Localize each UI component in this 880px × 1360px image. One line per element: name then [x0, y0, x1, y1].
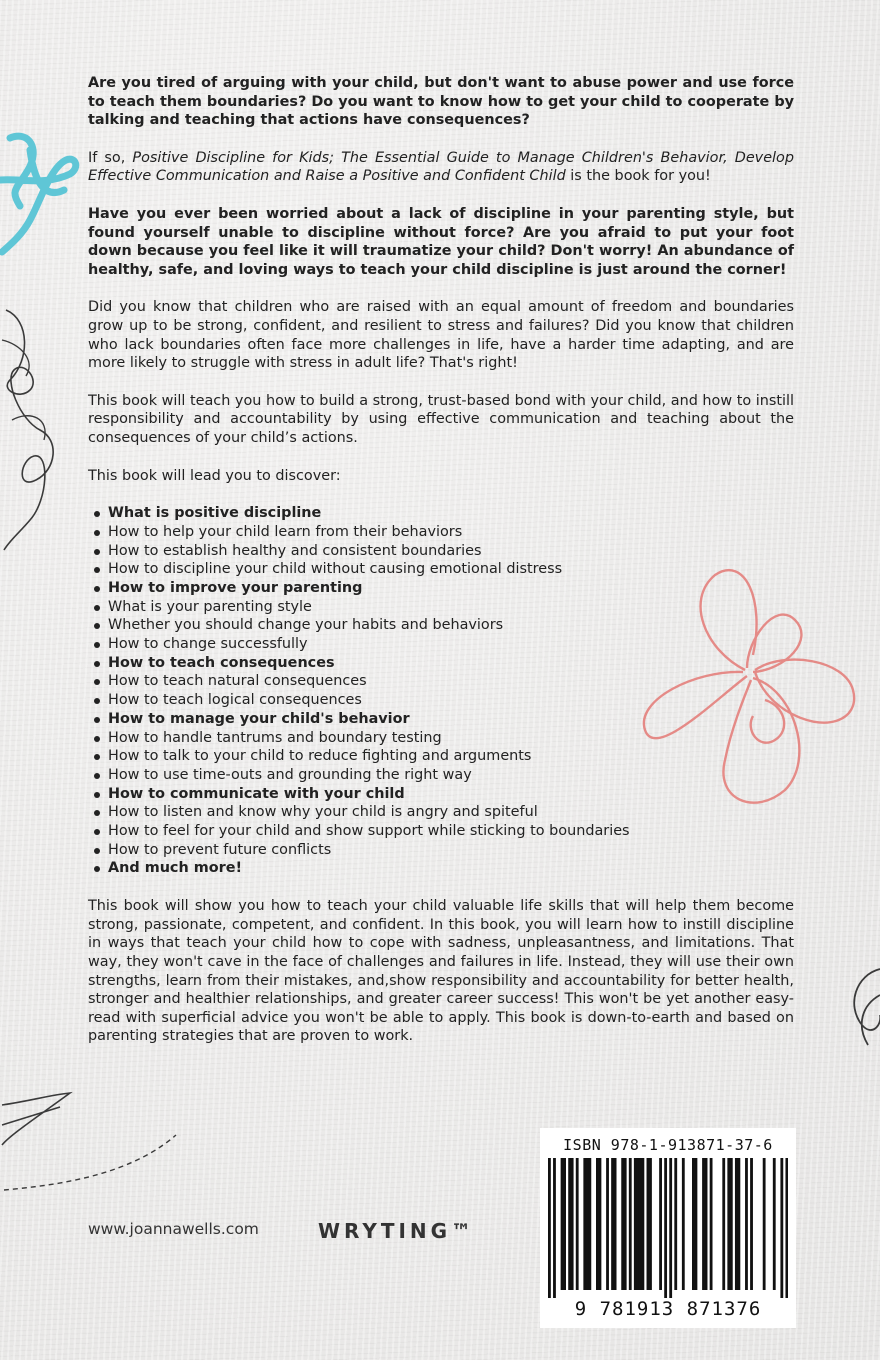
barcode-bar [599, 1158, 602, 1290]
list-item: How to establish healthy and consistent boundaries [108, 542, 794, 561]
barcode-bar [727, 1158, 730, 1290]
barcode-bar [785, 1158, 788, 1298]
barcode-bar [588, 1158, 591, 1290]
list-item: How to teach natural consequences [108, 672, 794, 691]
title-tail: is the book for you! [565, 168, 711, 185]
isbn-label: ISBN 978-1-913871-37-6 [563, 1136, 773, 1154]
list-item: How to handle tantrums and boundary testing [108, 729, 794, 748]
barcode-bar [576, 1158, 579, 1290]
list-item: How to manage your child's behavior [108, 710, 794, 729]
list-item: How to listen and know why your child is angry and spiteful [108, 803, 794, 822]
title-lead-in: If so, [88, 149, 133, 166]
barcode-bar [611, 1158, 614, 1290]
did-you-know-paragraph: Did you know that children who are raised with an equal amount of freedom and boundaries grow up to be strong, confident, and resilient to stress and failures? Did you know that children who lack boundaries often face more challenges in life, have a harder time adapting, and are more likely to struggle with stress in adult life? That's right! [88, 299, 794, 372]
publisher-logo: WRYTING™ [318, 1219, 476, 1243]
worry-paragraph: Have you ever been worried about a lack of discipline in your parenting style, but found yourself unable to discipline without force? Are you afraid to put your foot down because you feel like it will traumatize your child? Don't worry! An abundance of healthy, safe, and loving ways to teach your child discipline is just around the corner! [88, 205, 794, 278]
barcode-bar [571, 1158, 574, 1290]
list-item: How to communicate with your child [108, 785, 794, 804]
barcode-bar [702, 1158, 705, 1290]
list-item: How to prevent future conflicts [108, 841, 794, 860]
barcode-bar [647, 1158, 650, 1290]
barcode-bar [750, 1158, 753, 1290]
list-item: How to improve your parenting [108, 579, 794, 598]
list-item: And much more! [108, 859, 794, 878]
barcode-bar [596, 1158, 599, 1290]
barcode-bars [548, 1158, 788, 1298]
barcode-bar [553, 1158, 556, 1298]
barcode-bar [641, 1158, 644, 1290]
back-cover-description [88, 74, 794, 1065]
barcode-bar [682, 1158, 685, 1290]
barcode-bar [561, 1158, 564, 1290]
barcode-bar [649, 1158, 652, 1290]
isbn-barcode [540, 1128, 796, 1328]
barcode-bar [695, 1158, 698, 1290]
barcode-bar [730, 1158, 733, 1290]
list-item: How to discipline your child without causing emotional distress [108, 560, 794, 579]
closing-paragraph: This book will show you how to teach your child valuable life skills that will help them become strong, passionate, competent, and confident. In this book, you will learn how to instill discipline in ways that teach your child how to cope with sadness, unpleasantness, and limitations. That way, they won't cave in the face of challenges and failures in life. Instead, they will use their own strengths, learn from their mistakes, and,show responsibility and accountability for better health, stronger and healthier relationships, and greater career success! This won't be yet another easy-read with superficial advice you won't be able to apply. This book is down-to-earth and based on parenting strategies that are proven to work. [88, 898, 794, 1045]
barcode-bar [664, 1158, 667, 1298]
black-scribble-decoration [0, 300, 80, 560]
barcode-bar [722, 1158, 725, 1290]
black-leaf-right-decoration [842, 965, 880, 1055]
barcode-bar [639, 1158, 642, 1290]
barcode-bar [773, 1158, 776, 1290]
barcode-bar [763, 1158, 766, 1290]
list-item: How to talk to your child to reduce fighting and arguments [108, 747, 794, 766]
book-teaches-paragraph: This book will teach you how to build a strong, trust-based bond with your child, and how to instill responsibility and accountability by using effective communication and teaching about the consequences of your child’s actions. [88, 392, 794, 446]
list-item: What is positive discipline [108, 504, 794, 523]
barcode-bar [568, 1158, 571, 1290]
barcode-bar [624, 1158, 627, 1290]
book-title: Positive Discipline for Kids; The Essential Guide to Manage Children's Behavior, Develop Effective Communication and Raise a Positive and Confident Child [88, 149, 794, 185]
intro-question-paragraph: Are you tired of arguing with your child, but don't want to abuse power and use force to teach them boundaries? Do you want to know how to get your child to cooperate by talking and teaching that actions have consequences? [88, 75, 794, 129]
list-item: How to teach consequences [108, 654, 794, 673]
barcode-bar [583, 1158, 586, 1290]
barcode-bar [669, 1158, 672, 1298]
book-title-paragraph [88, 149, 794, 186]
barcode-bar [674, 1158, 677, 1290]
blue-scribble-decoration [0, 120, 90, 270]
barcode-bar [636, 1158, 639, 1290]
list-item: How to change successfully [108, 635, 794, 654]
list-item: How to teach logical consequences [108, 691, 794, 710]
discover-lead-paragraph: This book will lead you to discover: [88, 467, 341, 484]
barcode-bar [629, 1158, 632, 1290]
barcode-bar [586, 1158, 589, 1290]
list-item: How to help your child learn from their behaviors [108, 523, 794, 542]
barcode-bar [634, 1158, 637, 1290]
barcode-bar [659, 1158, 662, 1290]
black-leaf-bottom-left-decoration [0, 1085, 190, 1195]
author-website: www.joannawells.com [88, 1220, 259, 1238]
barcode-bar [606, 1158, 609, 1290]
barcode-bar [737, 1158, 740, 1290]
barcode-bar [710, 1158, 713, 1290]
barcode-bar [780, 1158, 783, 1298]
barcode-digits: 9 781913 871376 [574, 1298, 762, 1320]
barcode-bar [735, 1158, 738, 1290]
feature-list [108, 504, 794, 878]
barcode-bar [745, 1158, 748, 1290]
barcode-bar [563, 1158, 566, 1290]
barcode-bar [614, 1158, 617, 1290]
barcode-bar [692, 1158, 695, 1290]
barcode-bar [621, 1158, 624, 1290]
list-item: Whether you should change your habits and behaviors [108, 616, 794, 635]
list-item: How to feel for your child and show support while sticking to boundaries [108, 822, 794, 841]
list-item: What is your parenting style [108, 598, 794, 617]
barcode-bar [705, 1158, 708, 1290]
list-item: How to use time-outs and grounding the right way [108, 766, 794, 785]
barcode-bar [548, 1158, 551, 1298]
